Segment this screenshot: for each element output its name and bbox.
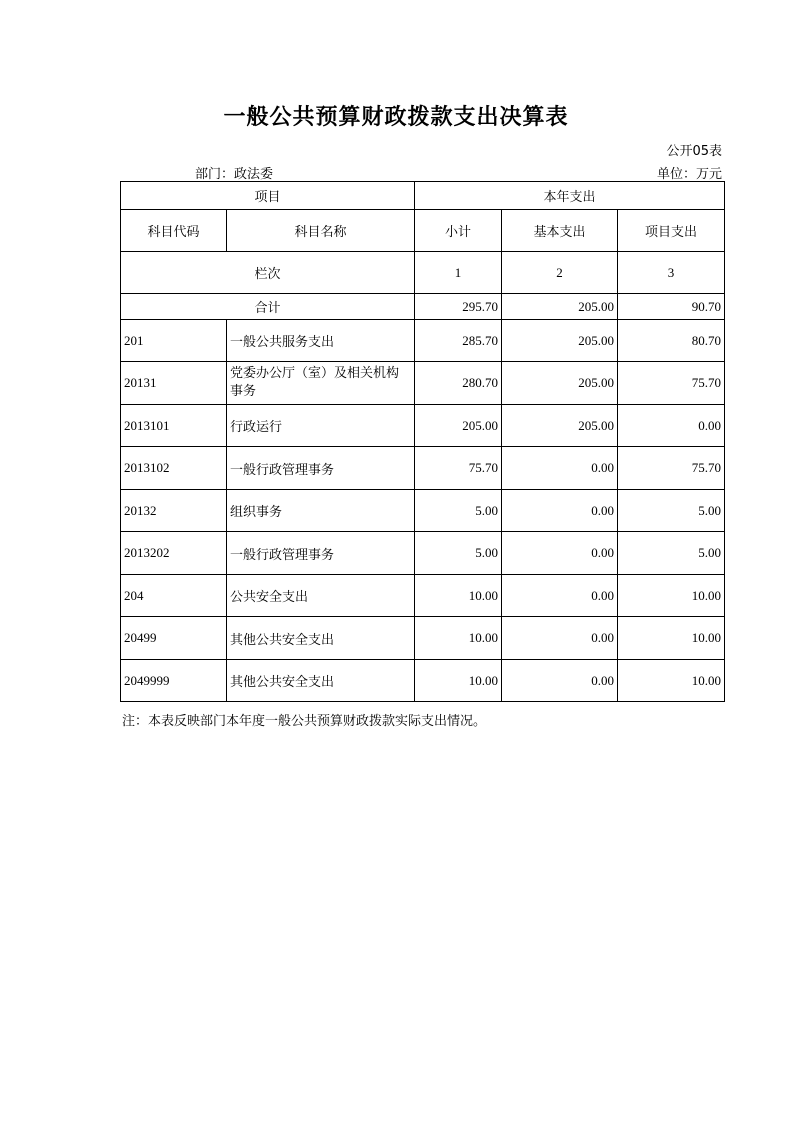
col-no-1: 1 bbox=[415, 252, 502, 294]
row-subtotal: 285.70 bbox=[415, 320, 502, 362]
row-basic: 0.00 bbox=[502, 490, 618, 532]
row-code: 2013202 bbox=[121, 532, 227, 575]
table-row bbox=[121, 617, 725, 660]
header-current-year: 本年支出 bbox=[415, 182, 725, 210]
column-number-row bbox=[121, 252, 725, 294]
row-project: 80.70 bbox=[618, 320, 725, 362]
row-name: 一般行政管理事务 bbox=[227, 447, 415, 490]
header-item: 项目 bbox=[121, 182, 415, 210]
table-row bbox=[121, 320, 725, 362]
row-code: 20499 bbox=[121, 617, 227, 660]
row-basic: 205.00 bbox=[502, 362, 618, 405]
row-code: 201 bbox=[121, 320, 227, 362]
row-basic: 0.00 bbox=[502, 617, 618, 660]
row-subtotal: 10.00 bbox=[415, 617, 502, 660]
row-name: 组织事务 bbox=[227, 490, 415, 532]
row-name: 行政运行 bbox=[227, 405, 415, 447]
department-label: 部门：政法委 bbox=[195, 167, 274, 182]
row-subtotal: 75.70 bbox=[415, 447, 502, 490]
row-basic: 205.00 bbox=[502, 405, 618, 447]
row-code: 2013102 bbox=[121, 447, 227, 490]
row-code: 204 bbox=[121, 575, 227, 617]
total-subtotal: 295.70 bbox=[415, 294, 502, 320]
total-row bbox=[121, 294, 725, 320]
row-project: 10.00 bbox=[618, 617, 725, 660]
header-project: 项目支出 bbox=[618, 210, 725, 252]
total-basic: 205.00 bbox=[502, 294, 618, 320]
table-row bbox=[121, 362, 725, 405]
col-no-2: 2 bbox=[502, 252, 618, 294]
table-row bbox=[121, 532, 725, 575]
form-number: 公开05表 bbox=[666, 144, 722, 159]
total-label: 合计 bbox=[121, 294, 415, 320]
col-no-3: 3 bbox=[618, 252, 725, 294]
row-name: 党委办公厅（室）及相关机构事务 bbox=[227, 362, 415, 405]
row-subtotal: 5.00 bbox=[415, 532, 502, 575]
row-basic: 205.00 bbox=[502, 320, 618, 362]
row-project: 75.70 bbox=[618, 447, 725, 490]
row-code: 2049999 bbox=[121, 660, 227, 702]
row-subtotal: 205.00 bbox=[415, 405, 502, 447]
row-project: 75.70 bbox=[618, 362, 725, 405]
row-project: 5.00 bbox=[618, 490, 725, 532]
header-row-2 bbox=[121, 210, 725, 252]
header-basic: 基本支出 bbox=[502, 210, 618, 252]
unit-label: 单位：万元 bbox=[656, 167, 722, 182]
row-subtotal: 5.00 bbox=[415, 490, 502, 532]
expenditure-table bbox=[120, 181, 725, 702]
row-project: 10.00 bbox=[618, 575, 725, 617]
row-subtotal: 280.70 bbox=[415, 362, 502, 405]
row-subtotal: 10.00 bbox=[415, 575, 502, 617]
row-name: 一般公共服务支出 bbox=[227, 320, 415, 362]
table-row bbox=[121, 447, 725, 490]
row-name: 公共安全支出 bbox=[227, 575, 415, 617]
row-name: 一般行政管理事务 bbox=[227, 532, 415, 575]
header-row-1 bbox=[121, 182, 725, 210]
row-name: 其他公共安全支出 bbox=[227, 617, 415, 660]
row-project: 10.00 bbox=[618, 660, 725, 702]
footnote: 注：本表反映部门本年度一般公共预算财政拨款实际支出情况。 bbox=[122, 714, 487, 729]
row-no-label: 栏次 bbox=[121, 252, 415, 294]
table-row bbox=[121, 490, 725, 532]
row-basic: 0.00 bbox=[502, 532, 618, 575]
table-row bbox=[121, 660, 725, 702]
table-row bbox=[121, 575, 725, 617]
row-project: 5.00 bbox=[618, 532, 725, 575]
row-name: 其他公共安全支出 bbox=[227, 660, 415, 702]
row-basic: 0.00 bbox=[502, 660, 618, 702]
row-code: 20132 bbox=[121, 490, 227, 532]
row-project: 0.00 bbox=[618, 405, 725, 447]
table-row bbox=[121, 405, 725, 447]
row-code: 2013101 bbox=[121, 405, 227, 447]
header-name: 科目名称 bbox=[227, 210, 415, 252]
total-project: 90.70 bbox=[618, 294, 725, 320]
page-title: 一般公共预算财政拨款支出决算表 bbox=[223, 105, 569, 130]
row-code: 20131 bbox=[121, 362, 227, 405]
header-code: 科目代码 bbox=[121, 210, 227, 252]
row-basic: 0.00 bbox=[502, 575, 618, 617]
row-subtotal: 10.00 bbox=[415, 660, 502, 702]
row-basic: 0.00 bbox=[502, 447, 618, 490]
header-subtotal: 小计 bbox=[415, 210, 502, 252]
